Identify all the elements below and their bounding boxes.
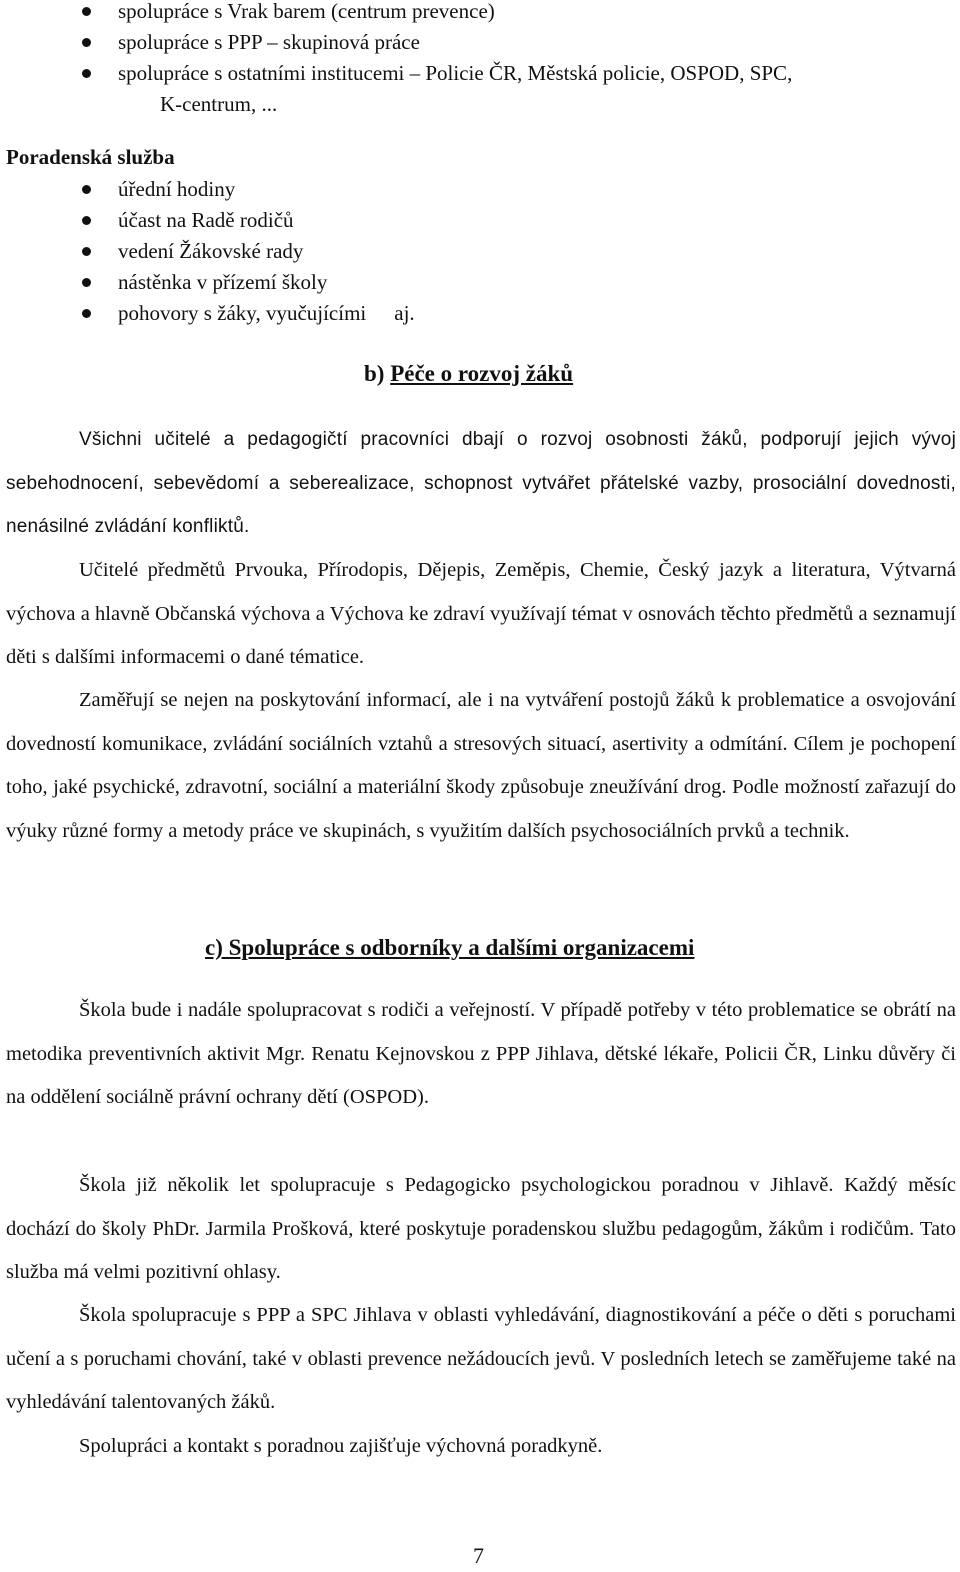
list-item: účast na Radě rodičů bbox=[0, 205, 960, 236]
bullet-icon bbox=[82, 216, 91, 225]
list-item: spolupráce s Vrak barem (centrum prevence) bbox=[0, 0, 960, 27]
bullet-icon bbox=[82, 309, 91, 318]
heading-b: b) Péče o rozvoj žáků bbox=[364, 361, 574, 386]
bullet-icon bbox=[82, 278, 91, 287]
list-item: spolupráce s PPP – skupinová práce bbox=[0, 27, 960, 58]
paragraph: Spolupráci a kontakt s poradnou zajišťuje výchovná poradkyně. bbox=[79, 1435, 603, 1457]
list-item: úřední hodiny bbox=[0, 174, 960, 205]
page-number: 7 bbox=[473, 1543, 484, 1568]
paragraph: Škola již několik let spolupracuje s Pedagogicko psychologickou poradnou v Jihlavě. Každý měsíc dochází do školy PhDr. Jarmila Prošková, které poskytuje poradenskou službu pedagogům, žákům i rodičům. Tato služba má velmi pozitivní ohlasy. bbox=[6, 1174, 956, 1283]
bullet-icon bbox=[82, 38, 91, 47]
paragraph: Škola spolupracuje s PPP a SPC Jihlava v oblasti vyhledávání, diagnostikování a péče o děti s poruchami učení a s poruchami chování, také v oblasti prevence nežádoucích jevů. V posledních letech se zaměřujeme také na vyhledávání talentovaných žáků. bbox=[6, 1304, 956, 1413]
list-item: pohovory s žáky, vyučujícími aj. bbox=[0, 298, 960, 329]
paragraph: Všichni učitelé a pedagogičtí pracovníci dbají o rozvoj osobnosti žáků, podporují jejich vývoj sebehodnocení, sebevědomí a seberealizace, schopnost vytvářet přátelské vazby, prosociální dovednosti, nenásilné zvládání konfliktů. bbox=[6, 429, 956, 537]
bullet-icon bbox=[82, 185, 91, 194]
list-item: nástěnka v přízemí školy bbox=[0, 267, 960, 298]
list-item: spolupráce s ostatními institucemi – Policie ČR, Městská policie, OSPOD, SPC, bbox=[0, 58, 960, 89]
bullet-icon bbox=[82, 69, 91, 78]
bullet-icon bbox=[82, 7, 91, 16]
bullet-icon bbox=[82, 247, 91, 256]
list-item-continuation: K-centrum, ... bbox=[160, 92, 278, 116]
heading-c: c) Spolupráce s odborníky a dalšími organizacemi bbox=[205, 935, 695, 960]
section-heading: Poradenská služba bbox=[6, 145, 175, 169]
cooperation-list bbox=[0, 0, 960, 120]
list-item: vedení Žákovské rady bbox=[0, 236, 960, 267]
paragraph: Učitelé předmětů Prvouka, Přírodopis, Dějepis, Zeměpis, Chemie, Český jazyk a literatura, Výtvarná výchova a hlavně Občanská výchova a Výchova ke zdraví využívají témat v osnovách těchto předmětů a seznamují děti s dalšími informacemi o dané tématice. bbox=[6, 559, 956, 668]
paragraph: Zaměřují se nejen na poskytování informací, ale i na vytváření postojů žáků k problematice a osvojování dovedností komunikace, zvládání sociálních vztahů a stresových situací, asertivity a odmítání. Cílem je pochopení toho, jaké psychické, zdravotní, sociální a materiální škody způsobuje zneužívání drog. Podle možností zařazují do výuky různé formy a metody práce ve skupinách, s využitím dalších psychosociálních prvků a technik. bbox=[6, 689, 956, 842]
paragraph: Škola bude i nadále spolupracovat s rodiči a veřejností. V případě potřeby v této problematice se obrátí na metodika preventivních aktivit Mgr. Renatu Kejnovskou z PPP Jihlava, dětské lékaře, Policii ČR, Linku důvěry či na oddělení sociálně právní ochrany dětí (OSPOD). bbox=[6, 999, 956, 1108]
counseling-list bbox=[0, 174, 960, 329]
